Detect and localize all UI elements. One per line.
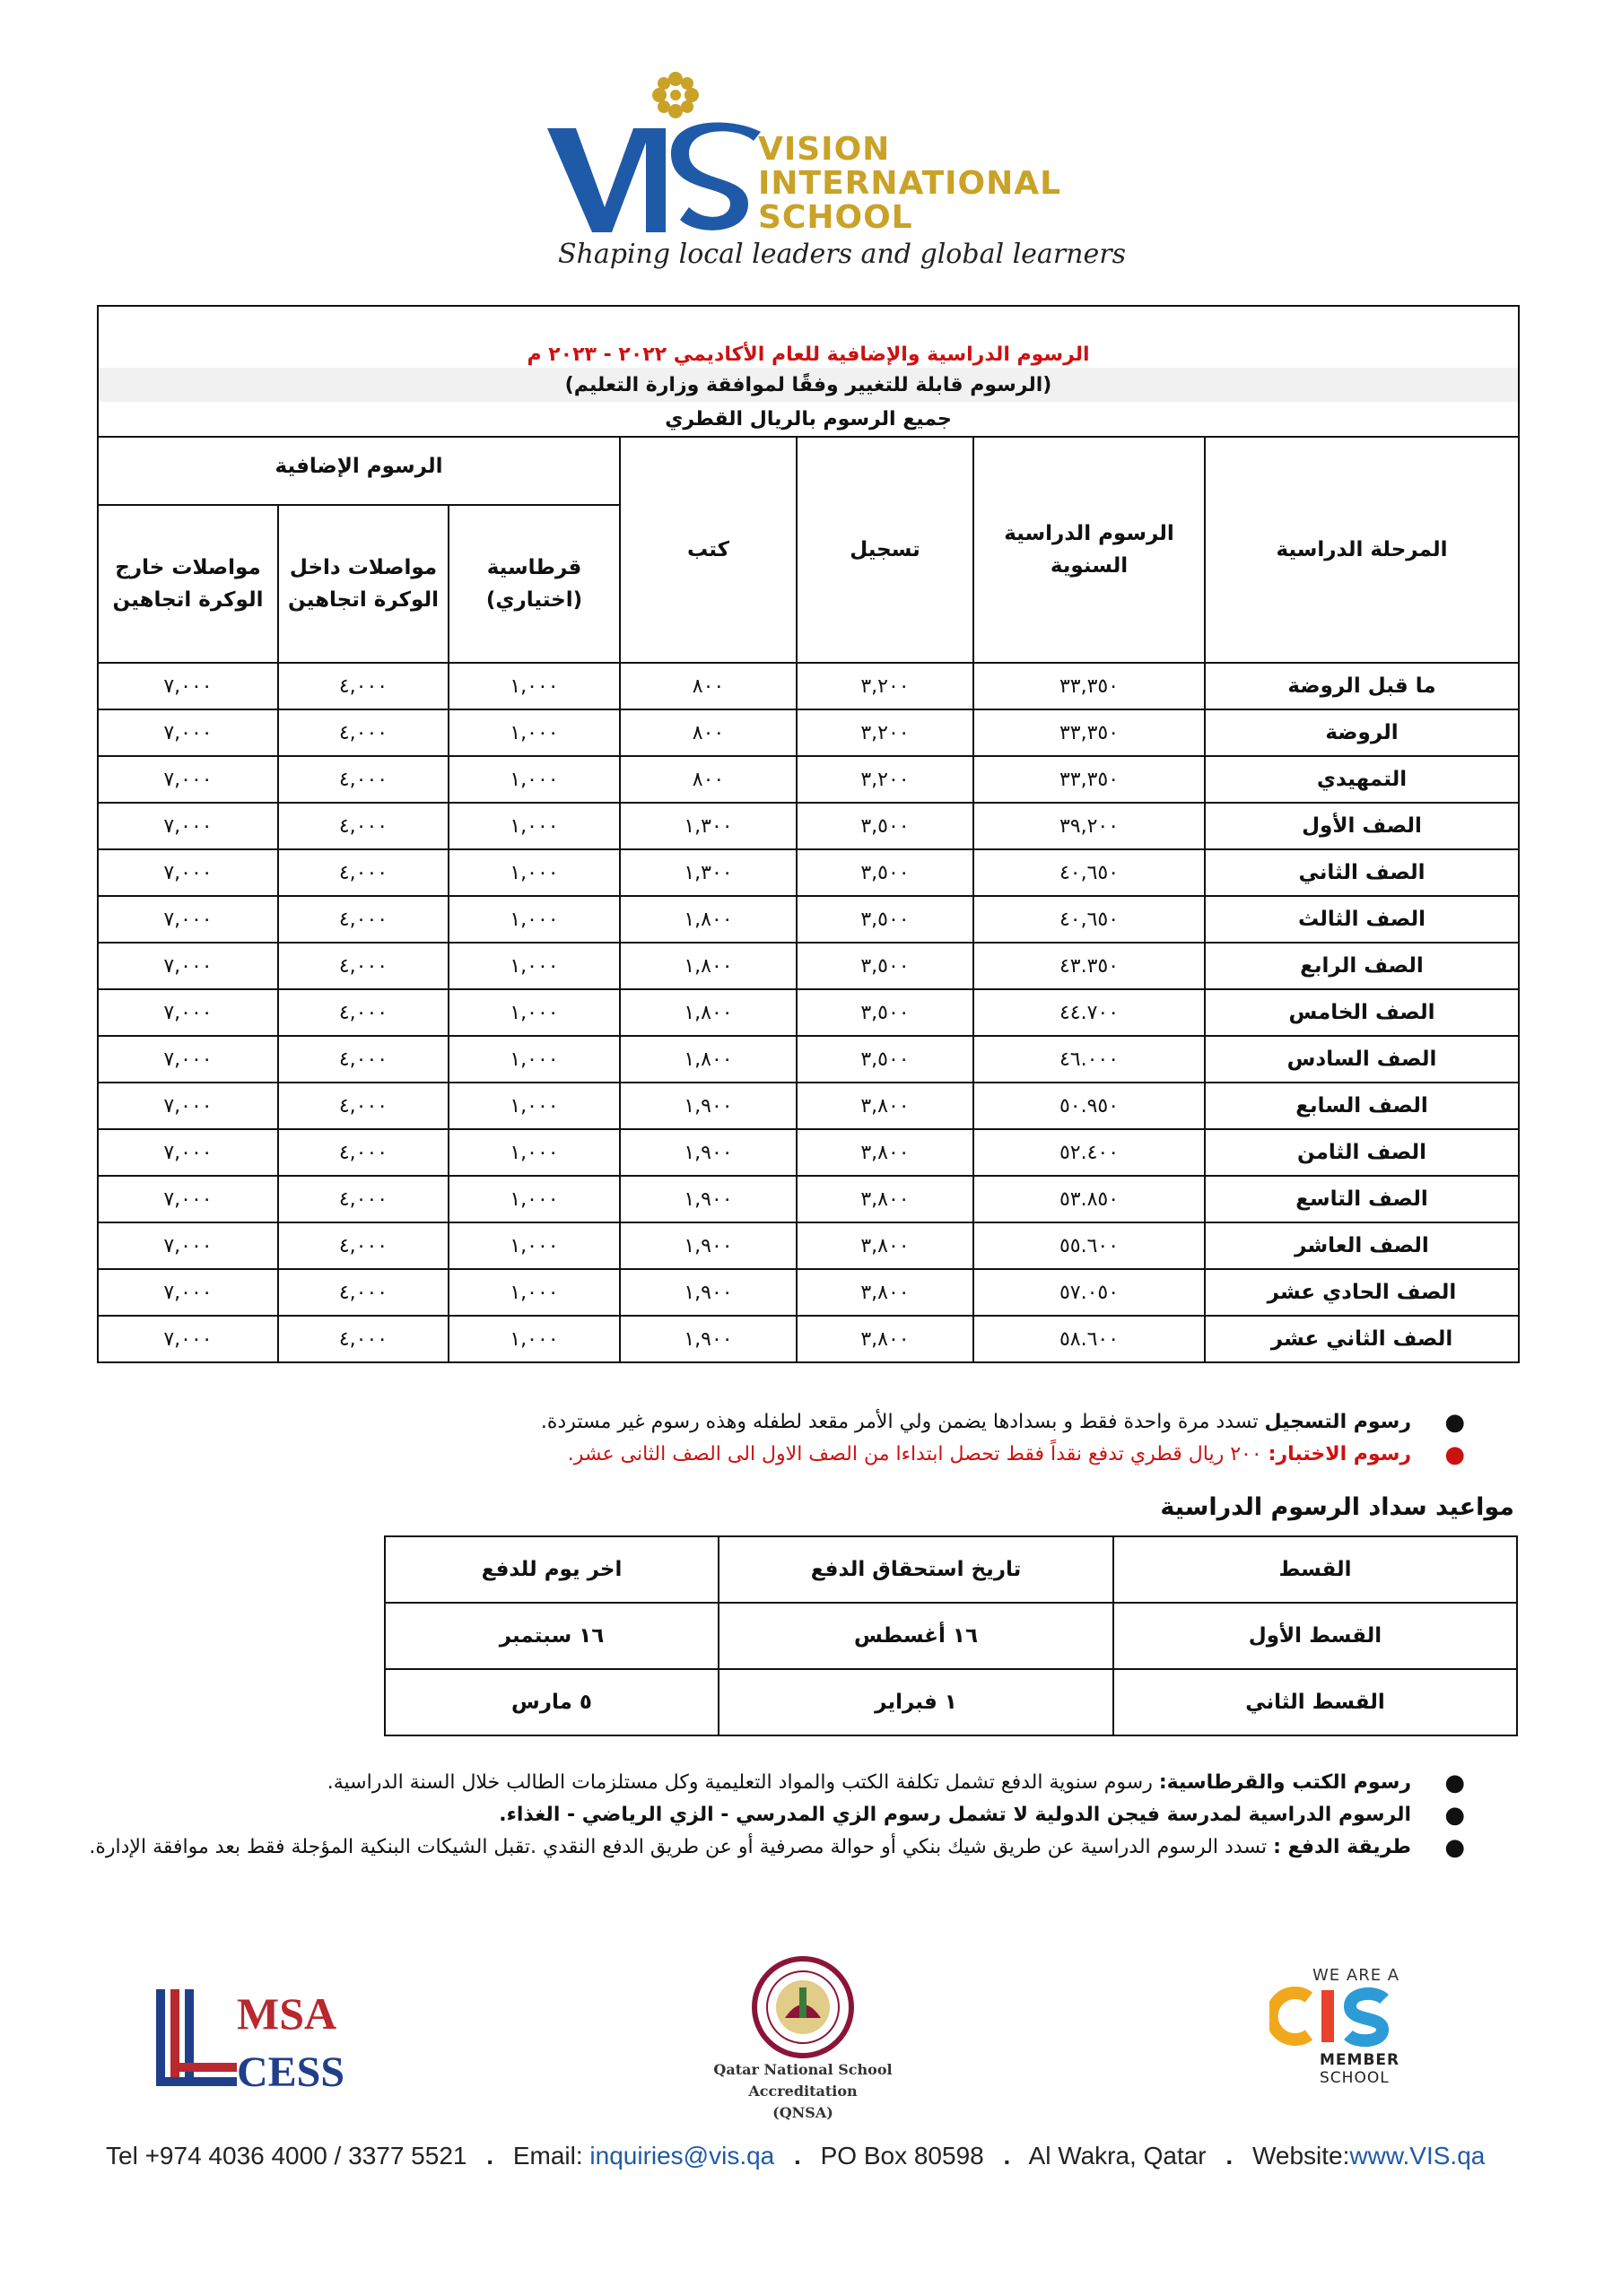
footer-email-link[interactable]: inquiries@vis.qa [589, 2142, 775, 2170]
footer-phone: Tel +974 4036 4000 / 3377 5521 [106, 2142, 467, 2170]
cell-stationery: ١,٠٠٠ [449, 1083, 620, 1129]
cis-logo-text: CIS [1269, 2021, 1271, 2022]
fees-table [97, 305, 1520, 1363]
cell-books: ١,٨٠٠ [620, 1036, 797, 1083]
qnsa-abbr: (QNSA) [772, 2104, 833, 2121]
note-label: رسوم التسجيل [1264, 1411, 1411, 1433]
cell-transport-in: ٤,٠٠٠ [278, 663, 449, 709]
note-text: الرسوم الدراسية لمدرسة فيجن الدولية لا تشمل رسوم الزي المدرسي - الزي الرياضي - الغذاء. [499, 1804, 1411, 1826]
payment-schedule-table [384, 1535, 1518, 1736]
brand-line-3: SCHOOL [758, 199, 913, 236]
table-row [98, 1083, 1519, 1129]
cell-stage: الصف السادس [1205, 1036, 1519, 1083]
cell-stationery: ١,٠٠٠ [449, 849, 620, 896]
cell-annual: ٤٣.٣٥٠ [973, 943, 1205, 989]
fees-title: الرسوم الدراسية والإضافية للعام الأكاديمي ٢٠٢٢ - ٢٠٢٣ م [527, 343, 1090, 366]
cell-annual: ٥٧.٠٥٠ [973, 1269, 1205, 1316]
cell-stage: الصف العاشر [1205, 1222, 1519, 1269]
cell-books: ١,٩٠٠ [620, 1176, 797, 1222]
cell-books: ١,٩٠٠ [620, 1222, 797, 1269]
msa-cess-logo [153, 1984, 350, 2092]
table-row [98, 709, 1519, 756]
schedule-cell: القسط الأول [1113, 1603, 1517, 1669]
cell-transport-out: ٧,٠٠٠ [98, 1129, 278, 1176]
cell-stage: الصف الرابع [1205, 943, 1519, 989]
cell-transport-in: ٤,٠٠٠ [278, 1176, 449, 1222]
cell-transport-in: ٤,٠٠٠ [278, 989, 449, 1036]
table-row [385, 1603, 1517, 1669]
bullet-icon: ● [1444, 1802, 1465, 1829]
table-row [98, 1222, 1519, 1269]
cell-transport-in: ٤,٠٠٠ [278, 1316, 449, 1362]
note-label: رسوم الكتب والقرطاسية: [1158, 1771, 1411, 1794]
table-row [385, 1669, 1517, 1735]
note-text: ٢٠٠ ريال قطري تدفع نقداً فقط تحصل ابتداءا من الصف الاول الى الصف الثانى عشر. [567, 1443, 1269, 1465]
table-row [98, 1036, 1519, 1083]
fees-subtitle: (الرسوم قابلة للتغيير وفقًا لموافقة وزارة التعليم) [98, 368, 1519, 402]
cell-transport-out: ٧,٠٠٠ [98, 756, 278, 803]
cell-transport-out: ٧,٠٠٠ [98, 1083, 278, 1129]
cell-stage: الصف الثاني [1205, 849, 1519, 896]
cell-annual: ٤٠,٦٥٠ [973, 849, 1205, 896]
cell-stage: الصف الثاني عشر [1205, 1316, 1519, 1362]
cell-annual: ٣٣,٣٥٠ [973, 663, 1205, 709]
note-books-stationery [119, 1767, 1465, 1799]
header-stage: المرحلة الدراسية [1205, 437, 1519, 663]
cell-stage: الصف الأول [1205, 803, 1519, 849]
fee-notes [119, 1406, 1465, 1471]
cell-transport-in: ٤,٠٠٠ [278, 1083, 449, 1129]
cell-books: ٨٠٠ [620, 756, 797, 803]
cell-registration: ٣,٥٠٠ [797, 1036, 973, 1083]
brand-line-2: INTERNATIONAL [758, 165, 1062, 202]
cell-registration: ٣,٥٠٠ [797, 943, 973, 989]
cell-transport-out: ٧,٠٠٠ [98, 1316, 278, 1362]
cell-transport-in: ٤,٠٠٠ [278, 803, 449, 849]
cell-transport-in: ٤,٠٠٠ [278, 709, 449, 756]
payment-notes [89, 1767, 1465, 1864]
table-row [98, 1129, 1519, 1176]
table-row [98, 756, 1519, 803]
qnsa-logo [664, 1955, 942, 2121]
schedule-cell: ١ فبراير [719, 1669, 1113, 1735]
cess-text: CESS [237, 2048, 345, 2092]
header-additional-fees: الرسوم الإضافية [98, 437, 620, 505]
cell-transport-in: ٤,٠٠٠ [278, 756, 449, 803]
cell-annual: ٤٦.٠٠٠ [973, 1036, 1205, 1083]
table-row [98, 803, 1519, 849]
logo-monogram-text: VIS [599, 175, 601, 176]
note-registration [119, 1406, 1465, 1439]
cell-books: ١,٩٠٠ [620, 1316, 797, 1362]
cell-stage: التمهيدي [1205, 756, 1519, 803]
cell-transport-in: ٤,٠٠٠ [278, 1222, 449, 1269]
schedule-cell: ١٦ أغسطس [719, 1603, 1113, 1669]
cell-stationery: ١,٠٠٠ [449, 943, 620, 989]
cis-logo-icon [1269, 1985, 1413, 2048]
cell-registration: ٣,٨٠٠ [797, 1316, 973, 1362]
cis-top-text: WE ARE A [1312, 1966, 1400, 1985]
cell-transport-out: ٧,٠٠٠ [98, 849, 278, 896]
cell-transport-in: ٤,٠٠٠ [278, 849, 449, 896]
cell-books: ٨٠٠ [620, 709, 797, 756]
cell-transport-out: ٧,٠٠٠ [98, 1269, 278, 1316]
cell-books: ١,٩٠٠ [620, 1129, 797, 1176]
footer-website-label: Website: [1251, 2142, 1350, 2170]
cell-stationery: ١,٠٠٠ [449, 756, 620, 803]
cell-stationery: ١,٠٠٠ [449, 709, 620, 756]
cell-books: ٨٠٠ [620, 663, 797, 709]
header-stationery: قرطاسية (اختياري) [449, 505, 620, 663]
note-text: تسدد الرسوم الدراسية عن طريق شيك بنكي أو حوالة مصرفية أو عن طريق الدفع النقدي .تقبل الشيكات البنكية المؤجلة فقط بعد موافقة الإدارة. [89, 1836, 1274, 1858]
cell-transport-in: ٤,٠٠٠ [278, 896, 449, 943]
cis-school-text: SCHOOL [1320, 2069, 1390, 2087]
cell-stationery: ١,٠٠٠ [449, 1129, 620, 1176]
header-transport-outside: مواصلات خارج الوكرة اتجاهين [98, 505, 278, 663]
header-annual-fees: الرسوم الدراسية السنوية [973, 437, 1205, 663]
note-exclusions [119, 1799, 1465, 1831]
cell-transport-in: ٤,٠٠٠ [278, 1036, 449, 1083]
cell-stationery: ١,٠٠٠ [449, 1316, 620, 1362]
schedule-header-installment: القسط [1113, 1536, 1517, 1603]
note-text: تسدد مرة واحدة فقط و بسدادها يضمن ولي الأمر مقعد لطفله وهذه رسوم غير مستردة. [540, 1411, 1265, 1433]
cell-registration: ٣,٨٠٠ [797, 1269, 973, 1316]
schedule-header-due-date: تاريخ استحقاق الدفع [719, 1536, 1113, 1603]
school-logo [538, 63, 1126, 274]
footer-po-box: PO Box 80598 [820, 2142, 984, 2170]
cell-books: ١,٣٠٠ [620, 849, 797, 896]
bullet-icon: ● [1444, 1834, 1465, 1861]
cell-stage: الروضة [1205, 709, 1519, 756]
cell-stage: الصف الخامس [1205, 989, 1519, 1036]
cell-stationery: ١,٠٠٠ [449, 663, 620, 709]
footer-separator: . [1003, 2142, 1011, 2170]
table-row [98, 1176, 1519, 1222]
cell-annual: ٣٣,٣٥٠ [973, 709, 1205, 756]
cell-stage: ما قبل الروضة [1205, 663, 1519, 709]
bullet-icon: ● [1444, 1441, 1465, 1468]
schedule-cell: ١٦ سبتمبر [385, 1603, 719, 1669]
cell-transport-out: ٧,٠٠٠ [98, 803, 278, 849]
cell-registration: ٣,٥٠٠ [797, 896, 973, 943]
cell-transport-out: ٧,٠٠٠ [98, 989, 278, 1036]
cell-stationery: ١,٠٠٠ [449, 989, 620, 1036]
cell-annual: ٤٤.٧٠٠ [973, 989, 1205, 1036]
footer-separator: . [794, 2142, 801, 2170]
cell-books: ١,٨٠٠ [620, 943, 797, 989]
cell-stage: الصف الثالث [1205, 896, 1519, 943]
cell-registration: ٣,٨٠٠ [797, 1222, 973, 1269]
cell-stage: الصف السابع [1205, 1083, 1519, 1129]
schedule-cell: ٥ مارس [385, 1669, 719, 1735]
note-exam-fee [119, 1439, 1465, 1471]
bullet-icon: ● [1444, 1409, 1465, 1436]
cell-registration: ٣,٨٠٠ [797, 1176, 973, 1222]
cell-transport-out: ٧,٠٠٠ [98, 1036, 278, 1083]
qatar-ministry-seal-icon [751, 1955, 855, 2059]
cell-annual: ٤٠,٦٥٠ [973, 896, 1205, 943]
flower-emblem-icon [650, 70, 701, 120]
cell-stationery: ١,٠٠٠ [449, 1176, 620, 1222]
table-row [98, 943, 1519, 989]
note-text: رسوم سنوية الدفع تشمل تكلفة الكتب والمواد التعليمية وكل مستلزمات الطالب خلال السنة الدراسية. [327, 1771, 1159, 1794]
tagline: Shaping local leaders and global learners [558, 239, 1126, 270]
footer-website-link[interactable]: www.VIS.qa [1349, 2142, 1486, 2170]
header-books: كتب [620, 437, 797, 663]
schedule-header-last-day: اخر يوم للدفع [385, 1536, 719, 1603]
cell-annual: ٥٨.٦٠٠ [973, 1316, 1205, 1362]
cis-member-text: MEMBER [1320, 2051, 1400, 2069]
cell-books: ١,٩٠٠ [620, 1083, 797, 1129]
cell-registration: ٣,٢٠٠ [797, 756, 973, 803]
cell-registration: ٣,٨٠٠ [797, 1129, 973, 1176]
cell-transport-out: ٧,٠٠٠ [98, 1176, 278, 1222]
table-row [98, 1316, 1519, 1362]
cell-annual: ٣٣,٣٥٠ [973, 756, 1205, 803]
contact-footer [106, 2142, 1523, 2170]
brand-name [758, 133, 1061, 235]
qnsa-caption: Qatar National School Accreditation [713, 2061, 893, 2100]
cell-transport-in: ٤,٠٠٠ [278, 1129, 449, 1176]
footer-separator: . [486, 2142, 494, 2170]
cell-annual: ٥٢.٤٠٠ [973, 1129, 1205, 1176]
cell-annual: ٥٠.٩٥٠ [973, 1083, 1205, 1129]
cell-registration: ٣,٥٠٠ [797, 849, 973, 896]
cell-books: ١,٣٠٠ [620, 803, 797, 849]
cell-registration: ٣,٨٠٠ [797, 1083, 973, 1129]
table-row [98, 849, 1519, 896]
cell-registration: ٣,٢٠٠ [797, 663, 973, 709]
header-registration: تسجيل [797, 437, 973, 663]
cell-annual: ٣٩,٢٠٠ [973, 803, 1205, 849]
table-row [98, 663, 1519, 709]
cell-transport-out: ٧,٠٠٠ [98, 896, 278, 943]
note-payment-method [89, 1831, 1465, 1864]
table-row [98, 1269, 1519, 1316]
fees-currency-note: جميع الرسوم بالريال القطري [98, 402, 1519, 437]
bullet-icon: ● [1444, 1770, 1465, 1796]
cell-registration: ٣,٢٠٠ [797, 709, 973, 756]
cell-transport-out: ٧,٠٠٠ [98, 663, 278, 709]
cell-stage: الصف الحادي عشر [1205, 1269, 1519, 1316]
schedule-header-row [385, 1536, 1517, 1603]
msa-text: MSA [237, 1988, 337, 2039]
fees-table-body [98, 663, 1519, 1362]
cell-transport-out: ٧,٠٠٠ [98, 709, 278, 756]
cell-books: ١,٨٠٠ [620, 989, 797, 1036]
note-label: طريقة الدفع : [1273, 1836, 1411, 1858]
table-row [98, 989, 1519, 1036]
cell-transport-in: ٤,٠٠٠ [278, 1269, 449, 1316]
cell-annual: ٥٥.٦٠٠ [973, 1222, 1205, 1269]
schedule-title: مواعيد سداد الرسوم الدراسية [1160, 1493, 1514, 1521]
vis-monogram-logo [545, 121, 761, 238]
cell-stage: الصف الثامن [1205, 1129, 1519, 1176]
note-label: رسوم الاختبار: [1268, 1443, 1411, 1465]
cell-stationery: ١,٠٠٠ [449, 896, 620, 943]
cell-stationery: ١,٠٠٠ [449, 803, 620, 849]
cell-transport-out: ٧,٠٠٠ [98, 943, 278, 989]
header-transport-inside: مواصلات داخل الوكرة اتجاهين [278, 505, 449, 663]
footer-email-label: Email: [512, 2142, 583, 2170]
schedule-cell: القسط الثاني [1113, 1669, 1517, 1735]
cell-books: ١,٩٠٠ [620, 1269, 797, 1316]
cell-registration: ٣,٥٠٠ [797, 803, 973, 849]
cell-stationery: ١,٠٠٠ [449, 1269, 620, 1316]
cell-transport-in: ٤,٠٠٠ [278, 943, 449, 989]
cell-books: ١,٨٠٠ [620, 896, 797, 943]
cell-stationery: ١,٠٠٠ [449, 1036, 620, 1083]
cell-stationery: ١,٠٠٠ [449, 1222, 620, 1269]
cell-annual: ٥٣.٨٥٠ [973, 1176, 1205, 1222]
footer-city: Al Wakra, Qatar [1028, 2142, 1207, 2170]
brand-line-1: VISION [758, 131, 891, 168]
cell-registration: ٣,٥٠٠ [797, 989, 973, 1036]
table-row [98, 896, 1519, 943]
cell-stage: الصف التاسع [1205, 1176, 1519, 1222]
footer-separator: . [1225, 2142, 1234, 2170]
cell-transport-out: ٧,٠٠٠ [98, 1222, 278, 1269]
cis-member-logo [1269, 1966, 1431, 2100]
